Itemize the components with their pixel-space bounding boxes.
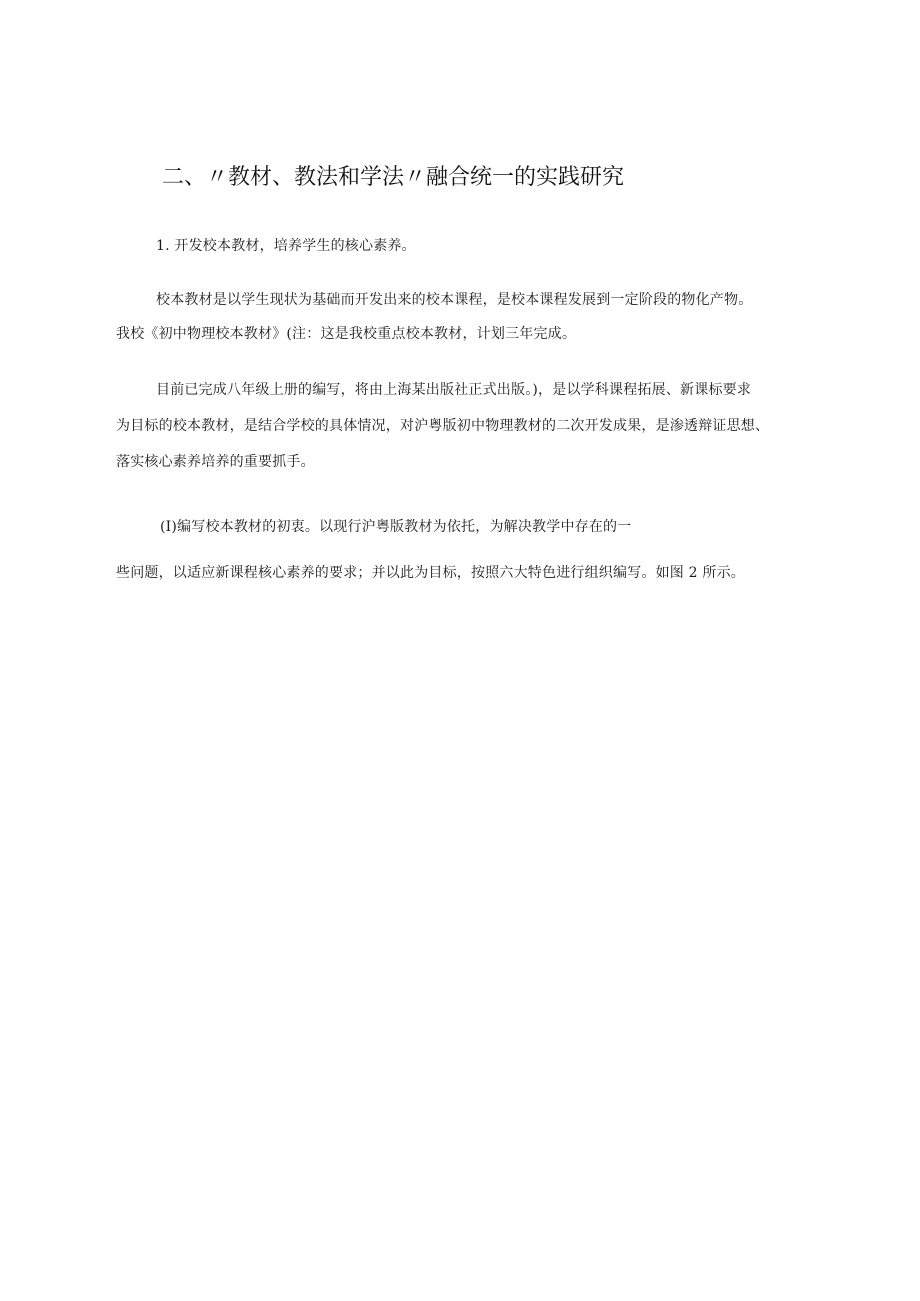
paragraph3-line2: 些问题，以适应新课程核心素养的要求；并以此为目标，按照六大特色进行组织编写。如图 2 所示。	[116, 565, 746, 581]
section-heading: 二、〃教材、教法和学法〃融合统一的实践研究	[162, 165, 625, 190]
paragraph1-line2: 我校《初中物理校本教材》(注：这是我校重点校本教材，计划三年完成。	[116, 326, 577, 342]
subheading: 1. 开发校本教材，培养学生的核心素养。	[156, 238, 416, 254]
paragraph2-line1: 目前已完成八年级上册的编写，将由上海某出版社正式出版。)，是以学科课程拓展、新课标要求	[156, 382, 752, 398]
paragraph2-line2: 为目标的校本教材，是结合学校的具体情况，对沪粤版初中物理教材的二次开发成果，是渗透辩证思想、	[116, 418, 770, 434]
paragraph2-line3: 落实核心素养培养的重要抓手。	[116, 454, 315, 470]
paragraph1-line1: 校本教材是以学生现状为基础而开发出来的校本课程，是校本课程发展到一定阶段的物化产物。	[156, 292, 753, 308]
paragraph3-line1: (I)编写校本教材的初衷。以现行沪粤版教材为依托，为解决教学中存在的一	[160, 519, 632, 535]
